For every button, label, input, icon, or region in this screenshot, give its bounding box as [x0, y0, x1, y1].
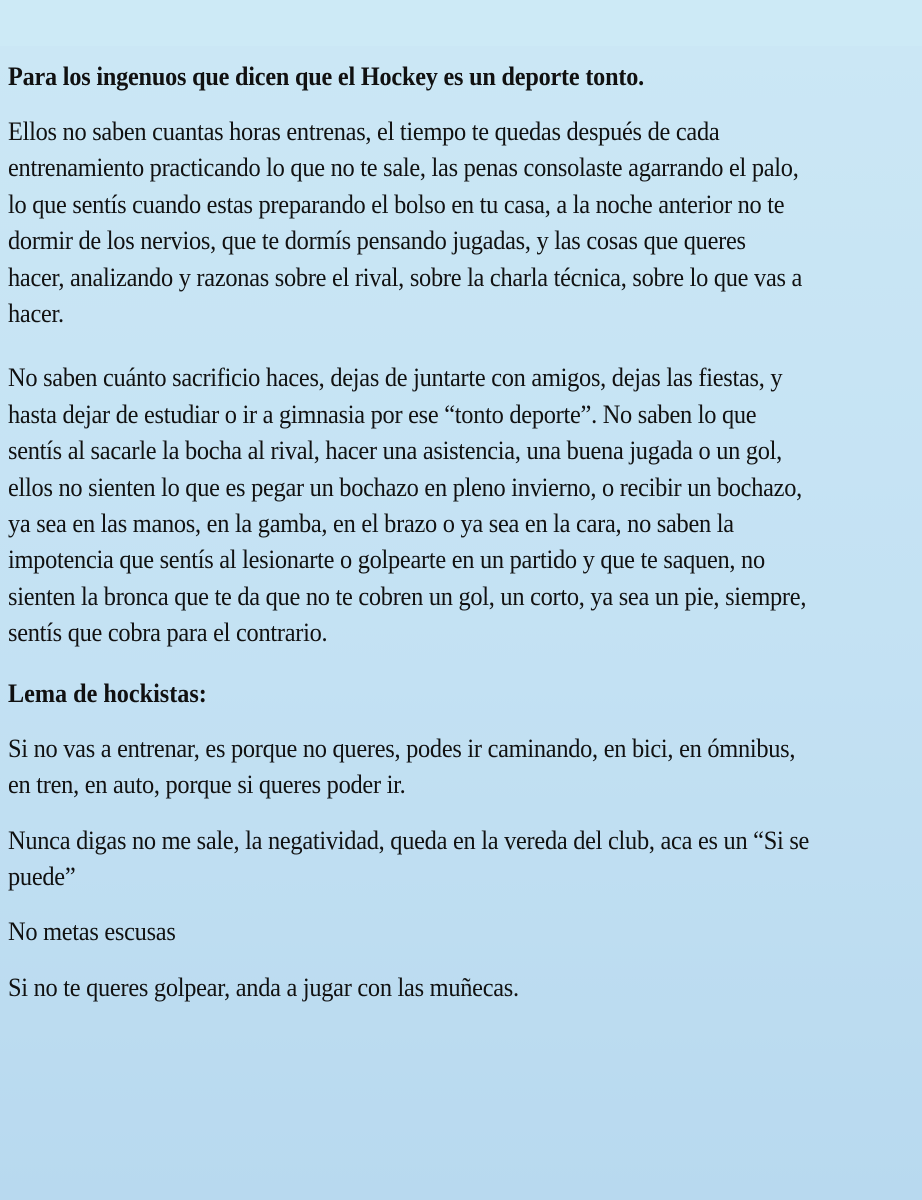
- paragraph-1-line: Ellos no saben cuantas horas entrenas, el tiempo te quedas después de cada: [8, 116, 720, 146]
- paragraph-6-line: Si no te queres golpear, anda a jugar con las muñecas.: [8, 971, 519, 1002]
- paragraph-3: [8, 730, 919, 803]
- paragraph-1-line: hacer, analizando y razonas sobre el rival, sobre la charla técnica, sobre lo que vas a: [8, 261, 803, 292]
- paragraph-2-line: hasta dejar de estudiar o ir a gimnasia por ese “tonto deporte”. No saben lo que: [8, 398, 757, 429]
- paragraph-2-line: sentís que cobra para el contrario.: [8, 617, 328, 648]
- paragraph-1-line: entrenamiento practicando lo que no te sale, las penas consolaste agarrando el palo,: [8, 152, 799, 183]
- paragraph-1: [8, 113, 919, 331]
- document-body: [8, 60, 918, 1024]
- paragraph-2-line: impotencia que sentís al lesionarte o golpearte en un partido y que te saquen, no: [8, 544, 765, 575]
- paragraph-6: [8, 969, 919, 1005]
- paragraph-5-line: No metas escusas: [8, 916, 176, 947]
- paragraph-1-line: hacer.: [8, 298, 64, 329]
- top-band: [0, 0, 922, 46]
- paragraph-3-line: en tren, en auto, porque si queres poder ir.: [8, 769, 406, 800]
- paragraph-4-line: puede”: [8, 860, 76, 891]
- paragraph-5: [8, 913, 919, 949]
- paragraph-2-line: sentís al sacarle la bocha al rival, hacer una asistencia, una buena jugada o un gol,: [8, 435, 782, 466]
- paragraph-1-line: lo que sentís cuando estas preparando el bolso en tu casa, a la noche anterior no te: [8, 188, 785, 219]
- paragraph-4-line: Nunca digas no me sale, la negatividad, queda en la vereda del club, aca es un “Si se: [8, 824, 810, 855]
- paragraph-2-line: ellos no sienten lo que es pegar un bochazo en pleno invierno, o recibir un bochazo,: [8, 471, 802, 502]
- paragraph-2-line: sienten la bronca que te da que no te cobren un gol, un corto, ya sea un pie, siempre,: [8, 580, 807, 611]
- paragraph-2-line: ya sea en las manos, en la gamba, en el brazo o ya sea en la cara, no saben la: [8, 508, 734, 539]
- subheading: Lema de hockistas:: [8, 678, 207, 708]
- paragraph-3-line: Si no vas a entrenar, es porque no queres, podes ir caminando, en bici, en ómnibus,: [8, 732, 796, 763]
- paragraph-1-line: dormir de los nervios, que te dormís pensando jugadas, y las cosas que queres: [8, 225, 746, 256]
- document-title: Para los ingenuos que dicen que el Hockey es un deporte tonto.: [8, 62, 644, 91]
- paragraph-2-line: No saben cuánto sacrificio haces, dejas de juntarte con amigos, dejas las fiestas, y: [8, 362, 783, 393]
- paragraph-2: [8, 359, 919, 650]
- paragraph-4: [8, 822, 919, 895]
